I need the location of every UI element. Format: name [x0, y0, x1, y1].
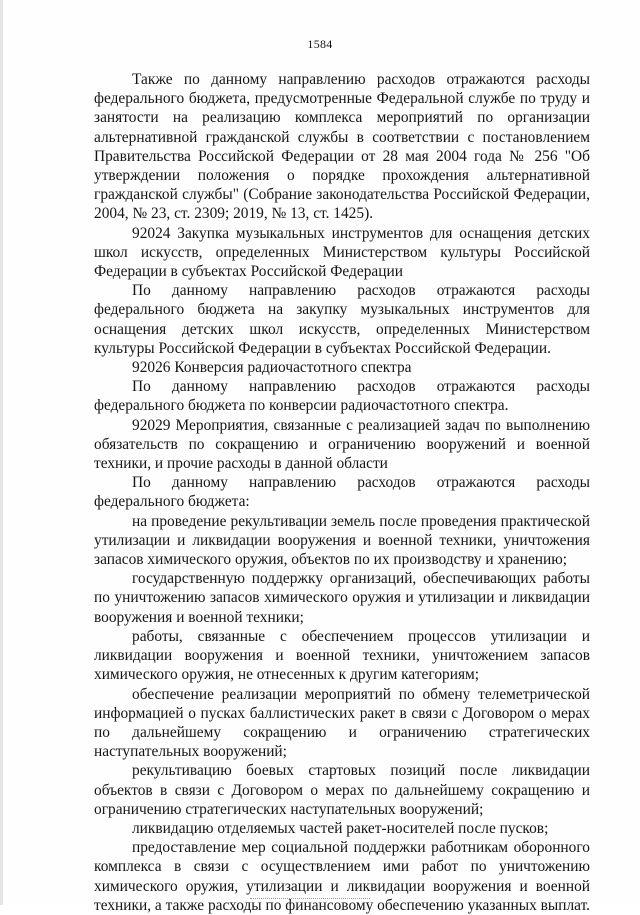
paragraph-92026: По данному направлению расходов отражаются расходы федерального бюджета по конверсии радиочастотного спектра. [94, 378, 590, 415]
list-item-land-reclamation: на проведение рекультивации земель после проведения практической утилизации и ликвидации вооружения и военной техники, уничтожения запасов химического оружия, объектов по их производству и хранению; [94, 512, 590, 569]
heading-92029: 92029 Мероприятия, связанные с реализацией задач по выполнению обязательств по сокращению и ограничению вооружений и военной техники, и прочие расходы в данной области [94, 416, 590, 473]
document-body [94, 70, 590, 915]
scan-edge [0, 0, 3, 905]
list-item-state-support: государственную поддержку организаций, обеспечивающих работы по уничтожению запасов химического оружия и утилизации и ликвидации вооружения и военной техники; [94, 570, 590, 626]
list-item-social-support: предоставление мер социальной поддержки работникам оборонного комплекса в связи с осуществлением ими работ по уничтожению химического оружия, утилизации и ликвидации вооружения и военной техники, а также расходы по финансовому обеспечению указанных выплат. [94, 839, 590, 914]
list-item-telemetry-exchange: обеспечение реализации мероприятий по обмену телеметрической информацией о пусках баллистических ракет в связи с Договором о мерах по дальнейшему сокращению и ограничению стратегических наступательных вооружений; [94, 685, 590, 761]
paragraph-92029-intro: По данному направлению расходов отражаются расходы федерального бюджета: [94, 474, 590, 511]
page-number: 1584 [307, 37, 333, 51]
list-item-rocket-stages: ликвидацию отделяемых частей ракет-носителей после пусков; [132, 819, 549, 837]
paragraph-92024: По данному направлению расходов отражаются расходы федерального бюджета на закупку музыкальных инструментов для оснащения детских школ искусств, определенных Министерством культуры Российской Федерации в субъектах Российской Федерации. [94, 282, 590, 357]
paragraph-alternative-service: Также по данному направлению расходов отражаются расходы федерального бюджета, предусмотренные Федеральной службе по труду и занятости на реализацию комплекса мероприятий по организации альтернативной гражданской службы в соответствии с постановлением Правительства Российской Федерации от 28 мая 2004 года № 256 "Об утверждении положения о порядке прохождения альтернативной гражданской службы" (Собрание законодательства Российской Федерации, 2004, № 23, ст. 2309; 2019, № 13, ст. 1425). [94, 71, 590, 223]
scan-mark [250, 898, 370, 901]
list-item-utilization-works: работы, связанные с обеспечением процессов утилизации и ликвидации вооружения и военной техники, уничтожением запасов химического оружия, не отнесенных к другим категориям; [94, 627, 590, 684]
heading-92026: 92026 Конверсия радиочастотного спектра [132, 359, 412, 377]
list-item-launch-positions: рекультивацию боевых стартовых позиций после ликвидации объектов в связи с Договором о мерах по дальнейшему сокращению и ограничению стратегических наступательных вооружений; [94, 762, 590, 818]
heading-92024: 92024 Закупка музыкальных инструментов для оснащения детских школ искусств, определенных Министерством культуры Российской Федерации в субъектах Российской Федерации [94, 224, 590, 281]
